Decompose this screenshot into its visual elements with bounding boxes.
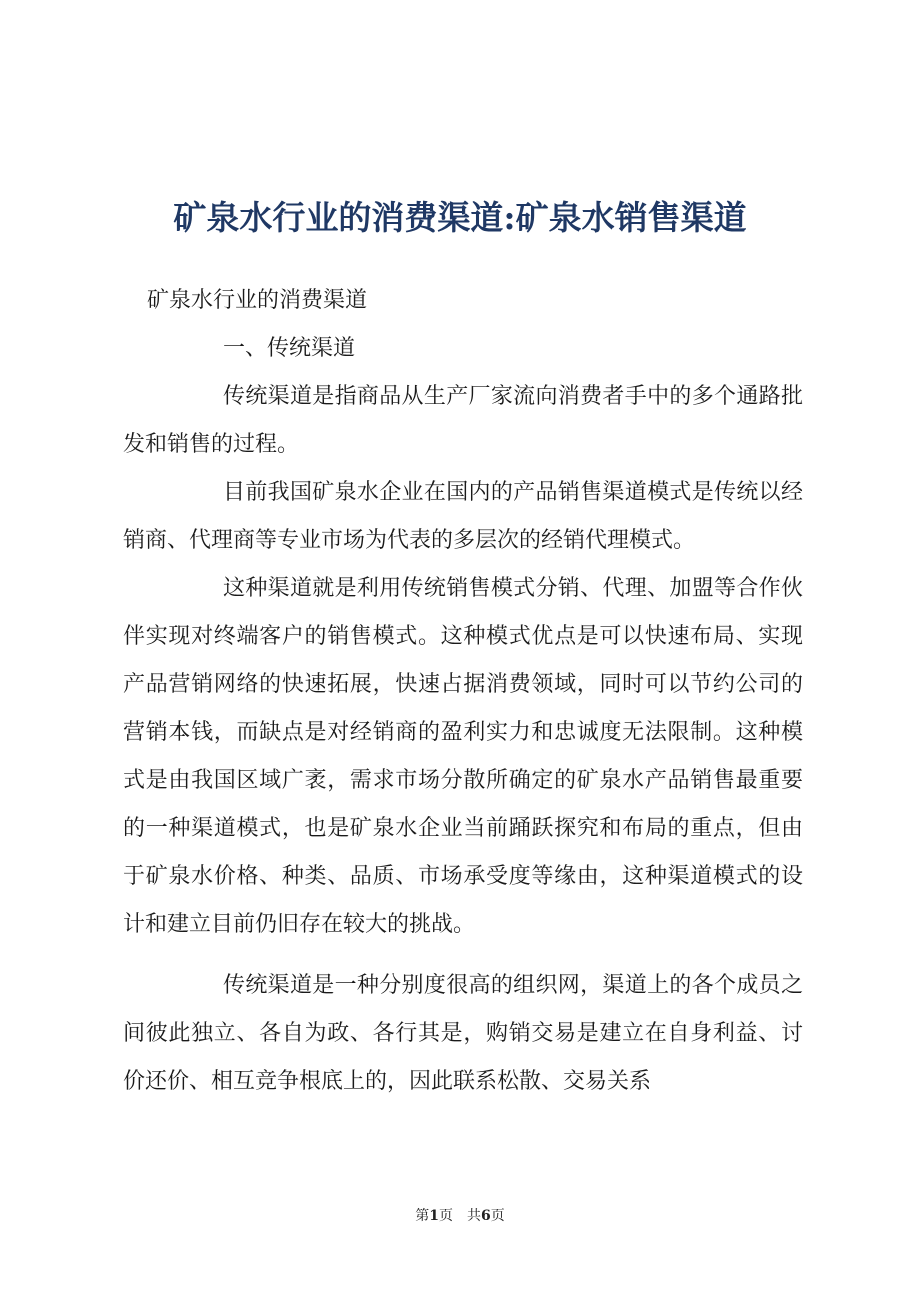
section-heading: 一、传统渠道 xyxy=(223,336,356,361)
page-suffix: 页 xyxy=(439,1208,453,1224)
total-prefix: 共 xyxy=(467,1208,481,1224)
total-pages-number: 6 xyxy=(481,1208,491,1224)
document-title: 矿泉水行业的消费渠道:矿泉水销售渠道 xyxy=(173,198,747,237)
document-subtitle: 矿泉水行业的消费渠道 xyxy=(147,288,368,313)
paragraph-2: 目前我国矿泉水企业在国内的产品销售渠道模式是传统以经销商、代理商等专业市场为代表的多层次的经销代理模式。 xyxy=(123,480,803,553)
document-body xyxy=(123,277,803,1106)
current-page-number: 1 xyxy=(429,1208,439,1224)
paragraph-3: 这种渠道就是利用传统销售模式分销、代理、加盟等合作伙伴实现对终端客户的销售模式。这种模式优点是可以快速布局、实现产品营销网络的快速拓展，快速占据消费领域，同时可以节约公司的营销本钱，而缺点是对经销商的盈利实力和忠诚度无法限制。这种模式是由我国区域广袤，需求市场分散所确定的矿泉水产品销售最重要的一种渠道模式，也是矿泉水企业当前踊跃探究和布局的重点，但由于矿泉水价格、种类、品质、市场承受度等缘由，这种渠道模式的设计和建立目前仍旧存在较大的挑战。 xyxy=(123,576,803,937)
paragraph-4: 传统渠道是一种分别度很高的组织网，渠道上的各个成员之间彼此独立、各自为政、各行其是，购销交易是建立在自身利益、讨价还价、相互竞争根底上的，因此联系松散、交易关系 xyxy=(123,973,803,1094)
page-prefix: 第 xyxy=(415,1208,430,1224)
paragraph-1: 传统渠道是指商品从生产厂家流向消费者手中的多个通路批发和销售的过程。 xyxy=(123,384,803,457)
page-footer xyxy=(0,1206,920,1226)
total-suffix: 页 xyxy=(490,1208,505,1224)
